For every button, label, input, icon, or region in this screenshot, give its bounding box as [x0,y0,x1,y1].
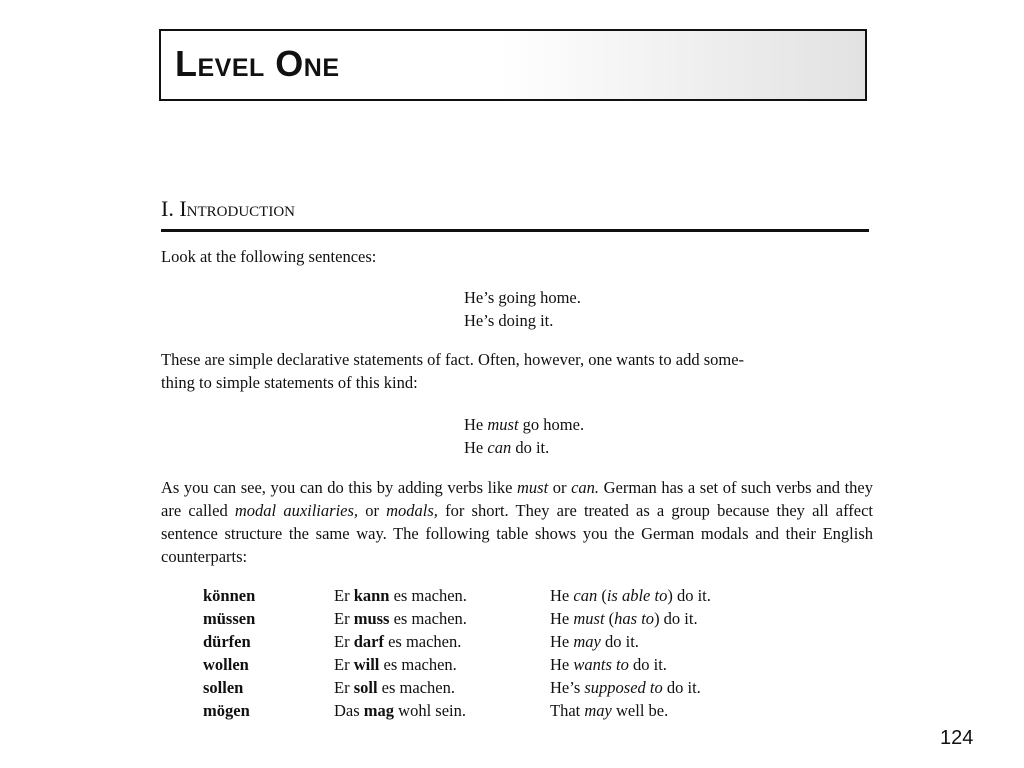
table-row [203,609,711,632]
table-row [203,678,711,701]
page-number: 124 [940,727,974,749]
german-example: Er muss es machen. [334,609,467,628]
english-translation: He’s supposed to do it. [550,678,701,697]
table-row [203,655,711,678]
explanation-paragraph [161,348,873,394]
german-example: Das mag wohl sein. [334,701,467,720]
german-example: Er kann es machen. [334,586,467,605]
example-block-2 [464,413,584,459]
example-sentence: He’s doing it. [464,311,554,330]
modal-verb: dürfen [203,632,251,651]
english-translation: He must (has to) do it. [550,609,698,628]
modals-paragraph: As you can see, you can do this by adding verbs like must or can. German has a set of such verbs and they are called modal auxiliaries, or modals, for short. They are treated as a group because they all affect sentence structure the same way. The following table shows you the German modals and their English counterparts: [161,478,874,566]
example-sentence: He’s going home. [464,288,581,307]
german-example: Er soll es machen. [334,678,455,697]
table-row [203,701,711,724]
modal-verb: wollen [203,655,249,674]
paragraph-line: These are simple declarative statements of fact. Often, however, one wants to add some- [161,350,745,369]
table-row [203,586,711,609]
modals-table [203,586,711,724]
english-translation: He can (is able to) do it. [550,586,711,605]
section-heading: I. Introduction [161,196,295,221]
modal-verb: müssen [203,609,256,628]
modal-verb: sollen [203,678,244,697]
english-translation: That may well be. [550,701,669,720]
section-divider [161,229,869,232]
german-example: Er will es machen. [334,655,457,674]
example-sentence: He must go home. [464,415,585,434]
english-translation: He may do it. [550,632,639,651]
title-box [159,29,867,101]
english-translation: He wants to do it. [550,655,667,674]
modal-verb: mögen [203,701,250,720]
example-block-1 [464,286,581,332]
table-row [203,632,711,655]
intro-paragraph: Look at the following sentences: [161,247,377,266]
modal-verb: können [203,586,256,605]
paragraph-line: thing to simple statements of this kind: [161,373,418,392]
page-title: Level One [175,43,340,84]
german-example: Er darf es machen. [334,632,462,651]
example-sentence: He can do it. [464,438,550,457]
